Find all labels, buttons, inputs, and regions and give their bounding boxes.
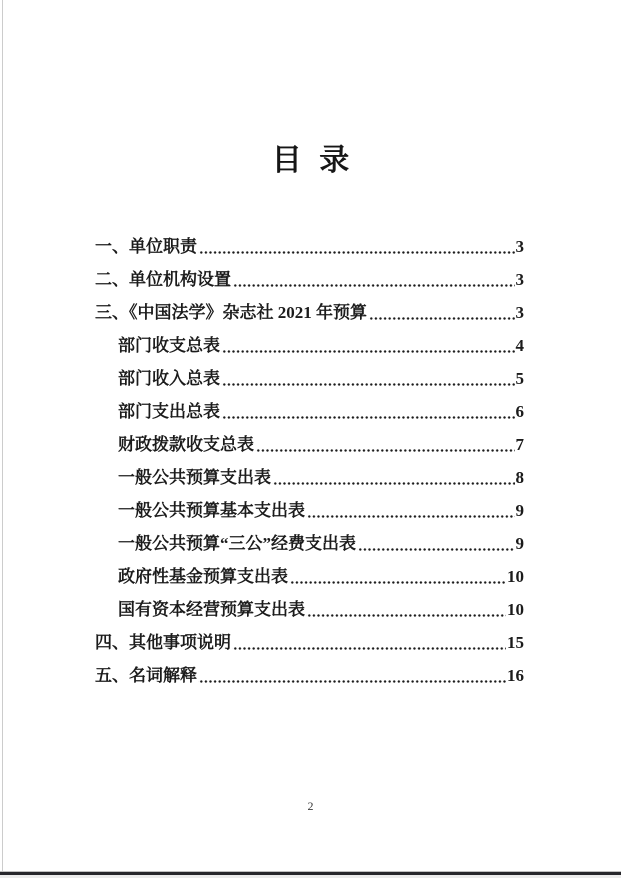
- toc-entry[interactable]: [95, 329, 524, 362]
- toc-entry-page: 3: [515, 237, 524, 256]
- toc-entry[interactable]: [95, 296, 524, 329]
- toc-entry-page: 5: [515, 369, 524, 388]
- dot-leader: [306, 494, 515, 527]
- toc-entry[interactable]: [95, 593, 524, 626]
- dot-leader: [306, 593, 506, 626]
- toc-entry-page: 7: [515, 435, 524, 454]
- dot-leader: [221, 395, 515, 428]
- toc-entry[interactable]: [95, 230, 524, 263]
- toc-entry-page: 15: [507, 633, 524, 652]
- toc-entry-page: 9: [515, 501, 524, 520]
- toc-entry[interactable]: [95, 461, 524, 494]
- toc-entry-page: 6: [515, 402, 524, 421]
- page-bottom-edge: [0, 871, 621, 878]
- dot-leader: [255, 428, 515, 461]
- toc-entry[interactable]: [95, 626, 524, 659]
- toc-entry-label: 四、其他事项说明: [95, 633, 231, 652]
- toc-entry-label: 政府性基金预算支出表: [118, 567, 288, 586]
- page-left-edge: [2, 0, 3, 878]
- toc-entry[interactable]: [95, 263, 524, 296]
- dot-leader: [221, 362, 515, 395]
- toc-entry[interactable]: [95, 527, 524, 560]
- table-of-contents: [95, 230, 524, 692]
- toc-entry-page: 9: [515, 534, 524, 553]
- dot-leader: [221, 329, 515, 362]
- toc-entry-page: 8: [515, 468, 524, 487]
- toc-entry-page: 10: [507, 600, 524, 619]
- toc-entry[interactable]: [95, 560, 524, 593]
- toc-entry-label: 二、单位机构设置: [95, 270, 231, 289]
- dot-leader: [289, 560, 506, 593]
- dot-leader: [368, 296, 515, 329]
- toc-entry[interactable]: [95, 494, 524, 527]
- toc-entry[interactable]: [95, 428, 524, 461]
- toc-entry-label: 一般公共预算“三公”经费支出表: [118, 534, 356, 553]
- toc-entry-page: 3: [515, 303, 524, 322]
- dot-leader: [232, 626, 506, 659]
- toc-entry-label: 部门收入总表: [118, 369, 220, 388]
- toc-entry-label: 一、单位职责: [95, 237, 197, 256]
- toc-entry-label: 五、名词解释: [95, 666, 197, 685]
- dot-leader: [272, 461, 515, 494]
- toc-entry-label: 一般公共预算基本支出表: [118, 501, 305, 520]
- toc-entry-label: 部门支出总表: [118, 402, 220, 421]
- toc-entry-label: 国有资本经营预算支出表: [118, 600, 305, 619]
- toc-entry-label: 部门收支总表: [118, 336, 220, 355]
- toc-entry-page: 16: [507, 666, 524, 685]
- toc-entry[interactable]: [95, 362, 524, 395]
- toc-entry-label: 三、《中国法学》杂志社 2021 年预算: [95, 303, 367, 322]
- dot-leader: [357, 527, 515, 560]
- dot-leader: [232, 263, 515, 296]
- toc-entry-page: 3: [515, 270, 524, 289]
- toc-entry-label: 财政拨款收支总表: [118, 435, 254, 454]
- toc-entry-label: 一般公共预算支出表: [118, 468, 271, 487]
- toc-entry-page: 10: [507, 567, 524, 586]
- dot-leader: [198, 230, 515, 263]
- toc-entry[interactable]: [95, 659, 524, 692]
- dot-leader: [198, 659, 506, 692]
- page-number-footer: 2: [307, 799, 314, 813]
- toc-entry-page: 4: [515, 336, 524, 355]
- document-title: 目 录: [271, 144, 350, 177]
- toc-entry[interactable]: [95, 395, 524, 428]
